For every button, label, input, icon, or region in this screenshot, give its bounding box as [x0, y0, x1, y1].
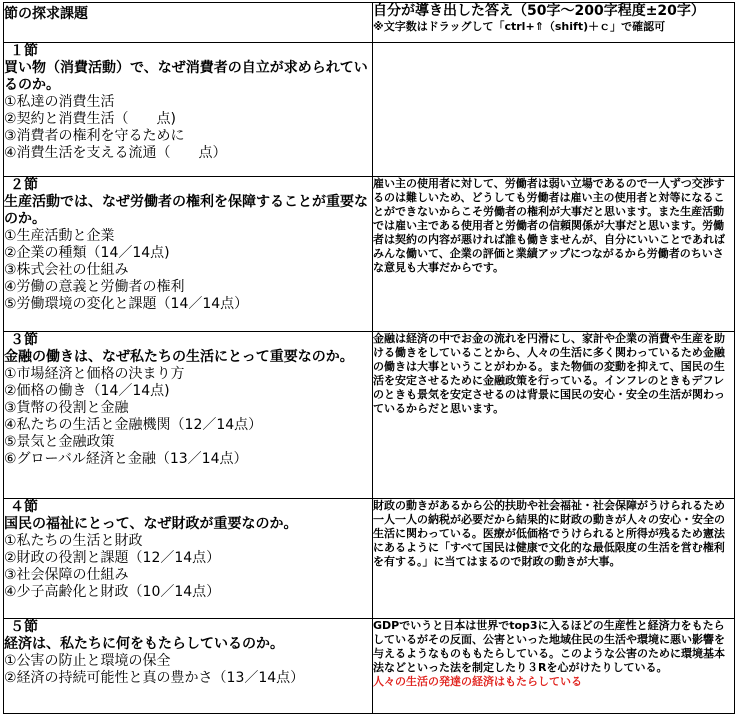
section-3-item-6: ⑥グローバル経済と金融（13／14点）: [4, 451, 248, 467]
section-2-item-3: ③株式会社の仕組み: [4, 262, 129, 278]
section-3-item-1: ①市場経済と価格の決まり方: [4, 366, 185, 382]
section-3-answer: 金融は経済の中でお金の流れを円滑にし、家計や企業の消費や生産を助ける働きをしていることから、人々の生活に多く関わっているため金融の働きは大事ということがわかる。また物価の変動を抑えて、国民の生活を安定させるために金融政策を行っている。インフレのときもデフレのときも景気を安定させるのは背景に国民の安心・安全の生活が関わっているからだと思います。: [373, 332, 725, 415]
section-2-item-1: ①生産活動と企業: [4, 228, 115, 244]
inquiry-table: [3, 2, 735, 714]
section-1-task-cell: [4, 43, 373, 177]
header-right-cell: [373, 3, 735, 43]
header-left-title: 節の探求課題: [4, 6, 88, 22]
section-row-4: [4, 499, 735, 619]
section-4-answer: 財政の動きがあるから公的扶助や社会福祉・社会保障がうけられるため一人一人の納税が必要だから結果的に財政の動きが人々の安心・安全の生活に関わっている。医療が低価格でうけられると所得が残るため憲法にあるように「すべて国民は健康で文化的な最低限度の生活を営む権利を有する。」に当てはまるので財政の動きが大事。: [373, 499, 725, 568]
section-4-item-1: ①私たちの生活と財政: [4, 533, 143, 549]
section-row-5: [4, 619, 735, 714]
section-4-item-2: ②財政の役割と課題（12／14点）: [4, 550, 221, 566]
section-3-item-5: ⑤景気と金融政策: [4, 434, 115, 450]
section-1-question: 買い物（消費活動）で、なぜ消費者の自立が求められているのか。: [4, 60, 368, 93]
section-2-item-2: ②企業の種類（14／14点): [4, 245, 170, 261]
section-4-answer-cell[interactable]: [373, 499, 735, 619]
section-1-item-1: ①私達の消費生活: [4, 94, 115, 110]
section-row-2: [4, 177, 735, 332]
section-4-task-cell: [4, 499, 373, 619]
header-right-note: ※文字数はドラッグして「ctrl+⇑（shift)＋ｃ」で確認可: [373, 20, 666, 33]
section-3-number: ３節: [10, 332, 38, 348]
section-3-question: 金融の働きは、なぜ私たちの生活にとって重要なのか。: [4, 349, 354, 365]
section-row-3: [4, 332, 735, 499]
section-4-items: [4, 533, 372, 601]
section-1-answer-cell[interactable]: [373, 43, 735, 177]
section-5-items: [4, 653, 372, 687]
section-5-item-1: ①公害の防止と環境の保全: [4, 653, 171, 669]
section-3-answer-cell[interactable]: [373, 332, 735, 499]
section-2-number: ２節: [10, 177, 38, 193]
section-4-item-4: ④少子高齢化と財政（10／14点）: [4, 584, 221, 600]
section-2-item-5: ⑤労働環境の変化と課題（14／14点）: [4, 296, 249, 312]
section-5-answer-cell[interactable]: [373, 619, 735, 714]
section-1-item-3: ③消費者の権利を守るために: [4, 128, 185, 144]
section-1-number: １節: [10, 43, 38, 59]
section-3-items: [4, 366, 372, 468]
section-2-question: 生産活動では、なぜ労働者の権利を保障することが重要なのか。: [4, 194, 368, 227]
section-1-item-2: ②契約と消費生活（ 点): [4, 111, 177, 127]
section-4-item-3: ③社会保障の仕組み: [4, 567, 129, 583]
section-2-items: [4, 228, 372, 313]
section-1-items: [4, 94, 372, 162]
section-row-1: [4, 43, 735, 177]
section-5-task-cell: [4, 619, 373, 714]
header-left-cell: [4, 3, 373, 43]
section-2-answer-cell[interactable]: [373, 177, 735, 332]
section-5-answer-highlight: 人々の生活の発達の経済はもたらしている: [373, 675, 582, 688]
section-1-item-4: ④消費生活を支える流通（ 点）: [4, 145, 227, 161]
section-4-number: ４節: [10, 499, 38, 515]
section-3-item-4: ④私たちの生活と金融機関（12／14点）: [4, 417, 263, 433]
section-3-task-cell: [4, 332, 373, 499]
section-4-question: 国民の福祉にとって、なぜ財政が重要なのか。: [4, 516, 298, 532]
header-row: [4, 3, 735, 43]
section-5-question: 経済は、私たちに何をもたらしているのか。: [4, 636, 284, 652]
section-3-item-2: ②価格の働き（14／14点): [4, 383, 170, 399]
section-2-item-4: ④労働の意義と労働者の権利: [4, 279, 185, 295]
section-2-task-cell: [4, 177, 373, 332]
section-5-answer: GDPでいうと日本は世界でtop3に入るほどの生産性と経済力をもたらしているがその反面、公害といった地域住民の生活や環境に悪い影響を与えるようなものももたらしている。このような公害のために環境基本法などといった法を制定したり３Rを心がけたりしている。: [373, 619, 725, 674]
section-2-answer: 雇い主の使用者に対して、労働者は弱い立場であるので一人ずつ交渉するのは難しいため、どうしても労働者は雇い主の使用者と対等になることができないからこそ労働者の権利が大事だと思います。また生産活動では雇い主である使用者と労働者の信頼関係が大事だと思います。労働者は契約の内容が悪ければ誰も働きませんが、自分にいいことであればみんな働いて、企業の評価と業績アップにつながるから労働者のちいさな意見も大事だからです。: [373, 177, 725, 274]
header-right-title: 自分が導き出した答え（50字～200字程度±20字）: [373, 3, 705, 19]
section-5-number: ５節: [10, 619, 38, 635]
section-3-item-3: ③貨幣の役割と金融: [4, 400, 129, 416]
section-5-item-2: ②経済の持続可能性と真の豊かさ（13／14点）: [4, 670, 305, 686]
